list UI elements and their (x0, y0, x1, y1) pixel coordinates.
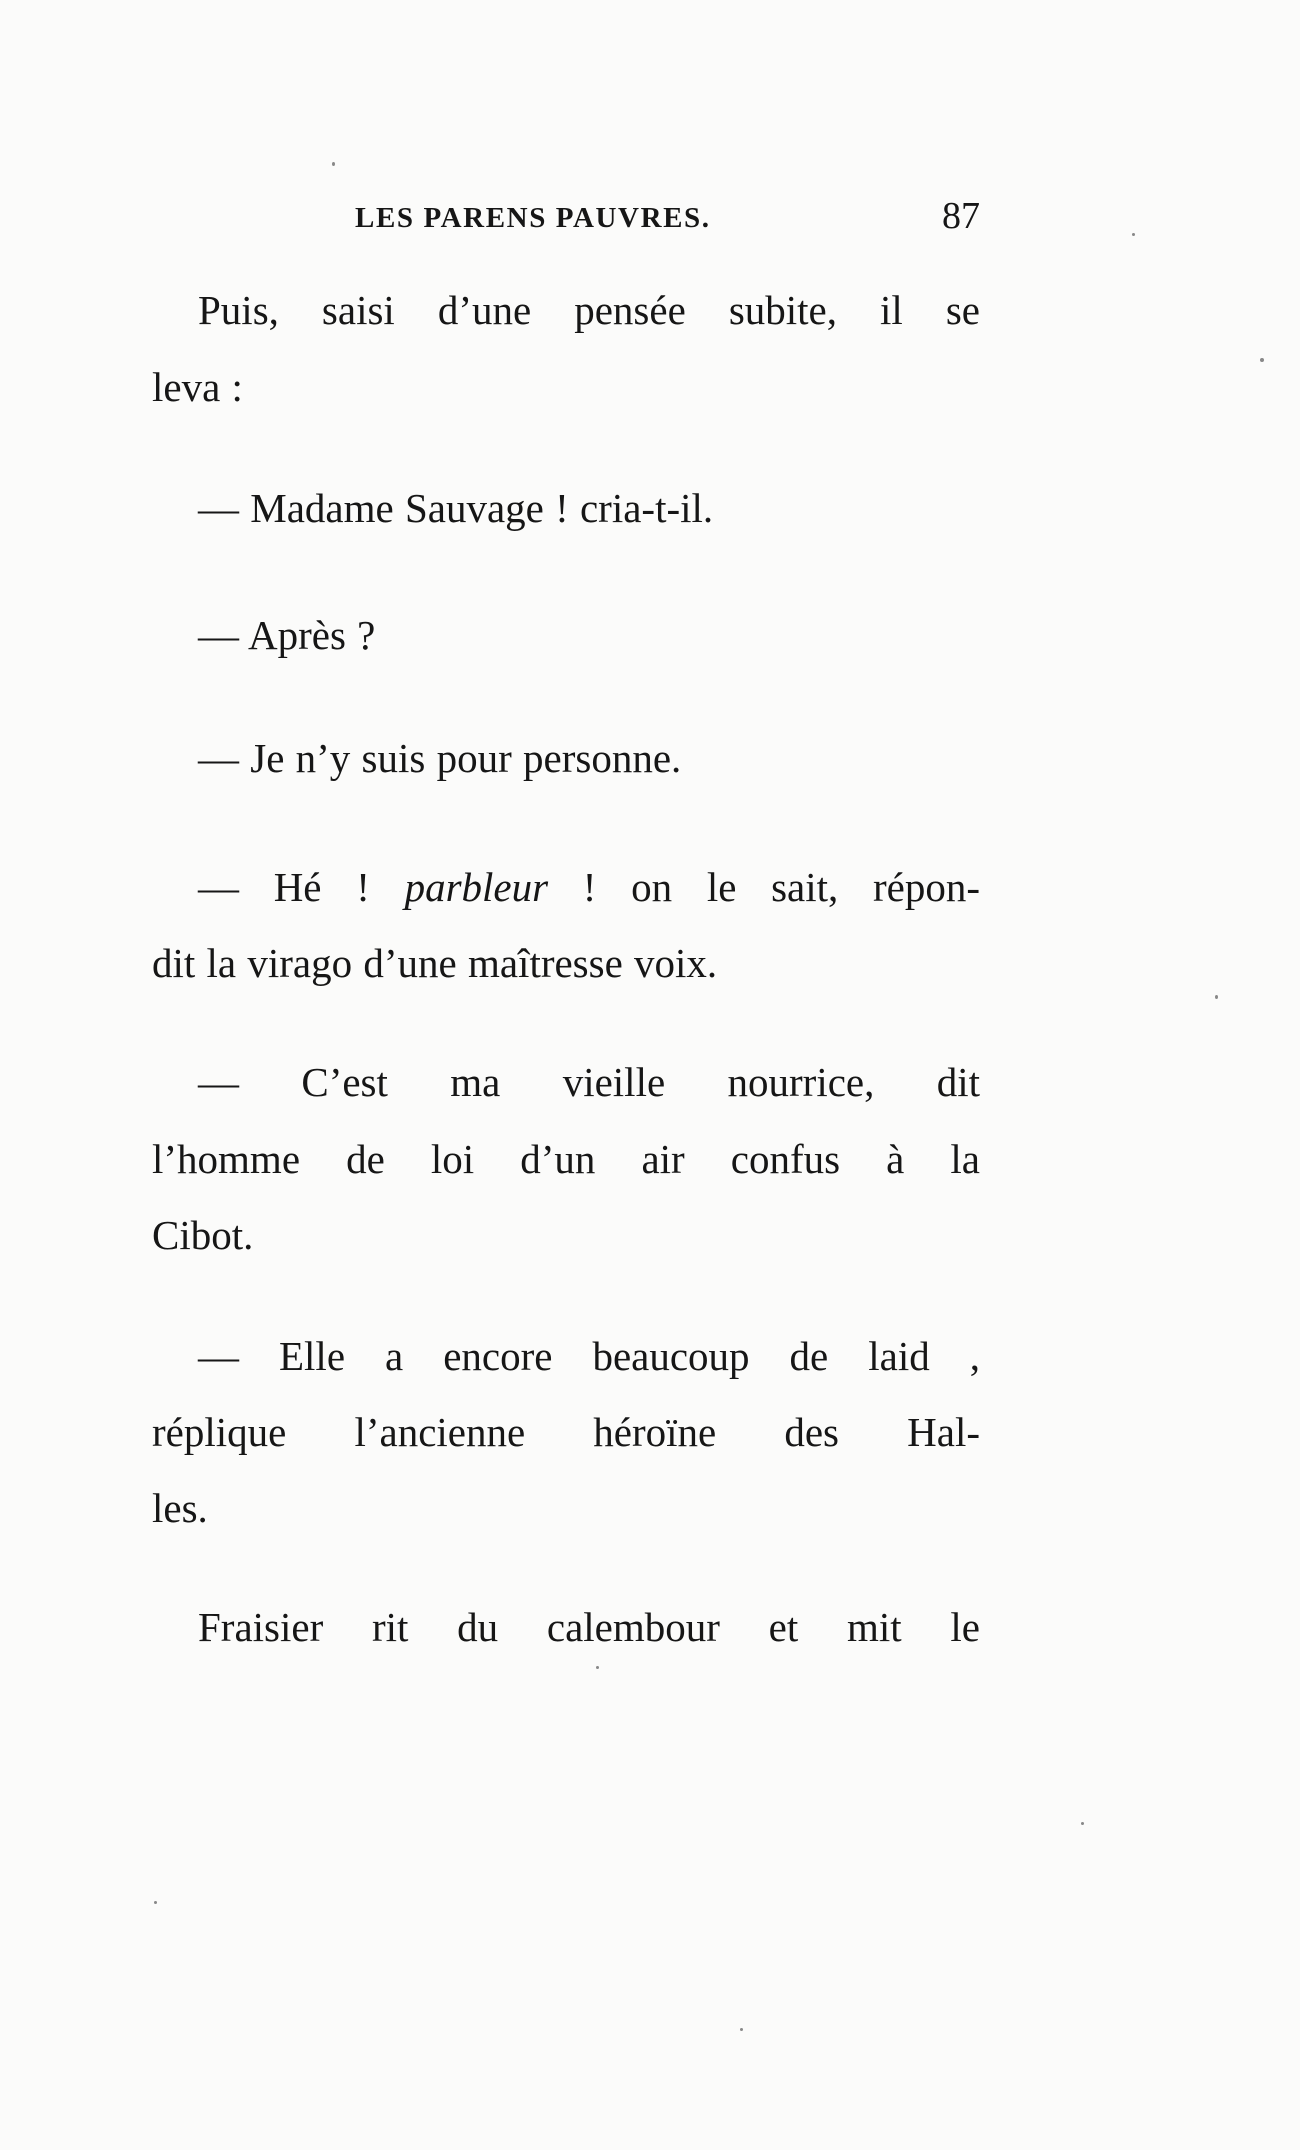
text-line: dit la virago d’une maîtresse voix. (152, 940, 718, 986)
running-title: LES PARENS PAUVRES. (355, 202, 711, 234)
dialogue-line: — Après ? (198, 612, 376, 658)
italic-word: parbleur (404, 864, 549, 910)
dialogue-line: — C’est ma vieille nourrice, dit (198, 1059, 980, 1105)
paper-speck (1132, 233, 1135, 236)
text-line: leva : (152, 364, 243, 410)
text-line: Puis, saisi d’une pensée subite, il se (198, 287, 980, 333)
paper-speck (1215, 995, 1218, 999)
dialogue-line (198, 862, 980, 912)
paper-speck (332, 162, 335, 166)
text-line: Cibot. (152, 1212, 254, 1258)
text-line: les. (152, 1485, 208, 1531)
page-number: 87 (942, 195, 980, 237)
paper-speck (596, 1666, 599, 1669)
text-line: Fraisier rit du calembour et mit le (198, 1604, 980, 1650)
paper-speck (1081, 1822, 1084, 1825)
text-line: l’homme de loi d’un air confus à la (152, 1136, 980, 1182)
dialogue-line: — Elle a encore beaucoup de laid , (198, 1333, 980, 1379)
text-line: réplique l’ancienne héroïne des Hal- (152, 1409, 980, 1455)
dialogue-line: — Madame Sauvage ! cria-t-il. (198, 485, 714, 531)
dialogue-line: — Je n’y suis pour personne. (198, 735, 682, 781)
dialogue-continuation: ! on le sait, répon- (548, 864, 980, 910)
paper-speck (740, 2028, 743, 2031)
running-head (150, 195, 980, 248)
paper-speck (154, 1901, 157, 1904)
paper-speck (1260, 358, 1264, 362)
dialogue-opening: — Hé ! (198, 864, 405, 910)
